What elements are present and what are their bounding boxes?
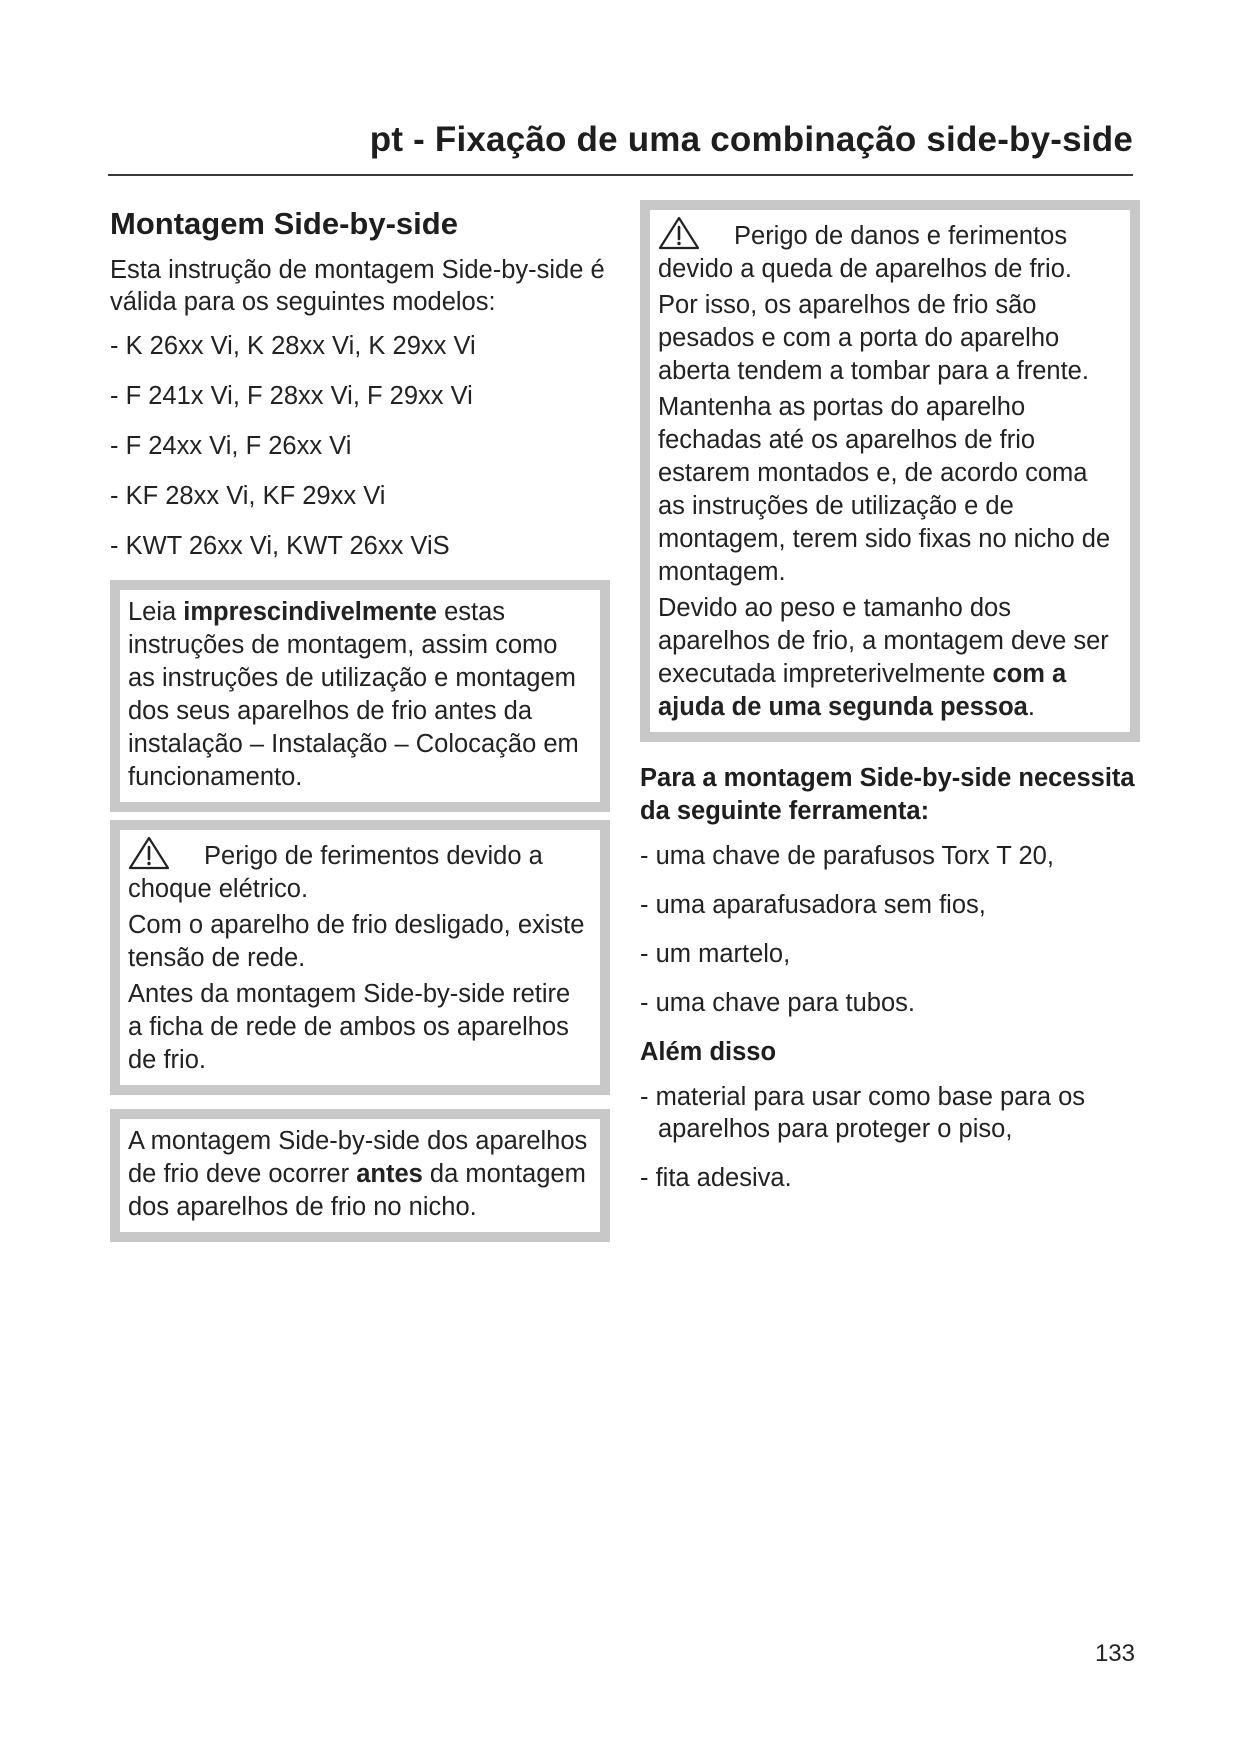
warning-text: Por isso, os aparelhos de frio são pesados e com a porta do aparelho aberta tendem a tombar para a frente.	[658, 291, 1089, 385]
warning-text: Mantenha as portas do aparelho fechadas até os aparelhos de frio estarem montados e, de acordo coma as instruções de utilização e de montagem, terem sido fixas no nicho de montagem.	[658, 393, 1111, 586]
mounting-order-box	[110, 1109, 610, 1242]
left-column	[110, 200, 610, 1242]
electric-shock-warning-box	[110, 820, 610, 1095]
tool-item: - uma aparafusadora sem fios,	[640, 891, 986, 919]
model-item: - F 24xx Vi, F 26xx Vi	[110, 432, 352, 460]
warning-title: Perigo de danos e ferimentos devido a queda de aparelhos de frio.	[658, 216, 1120, 286]
mounting-order-text: A montagem Side-by-side dos aparelhos de frio deve ocorrer antes da montagem dos aparelhos de frio no nicho.	[128, 1127, 588, 1221]
warning-triangle-icon	[658, 216, 700, 250]
page-number: 133	[1094, 1640, 1135, 1667]
right-column	[640, 200, 1140, 1211]
tool-item: - uma chave de parafusos Torx T 20,	[640, 842, 1054, 870]
read-instructions-text: Leia imprescindivelmente estas instruções de montagem, assim como as instruções de utilização e montagem dos seus aparelhos de frio antes da instalação – Instalação – Colocação em funcionamento.	[128, 598, 579, 791]
model-list	[110, 330, 610, 562]
extra-item: - material para usar como base para os aparelhos para proteger o piso,	[640, 1083, 1086, 1143]
warning-triangle-icon	[128, 836, 170, 870]
extras-list	[640, 1081, 1140, 1194]
warning-text: Devido ao peso e tamanho dos aparelhos de frio, a montagem deve ser executada impreterivelmente com a ajuda de uma segunda pessoa.	[658, 594, 1109, 721]
warning-title: Perigo de ferimentos devido a choque elétrico.	[128, 836, 590, 906]
warning-text: Antes da montagem Side-by-side retire a ficha de rede de ambos os aparelhos de frio.	[128, 980, 571, 1074]
tools-heading: Para a montagem Side-by-side necessita da seguinte ferramenta:	[640, 764, 1135, 825]
model-item: - KWT 26xx Vi, KWT 26xx ViS	[110, 532, 450, 560]
emphasis: com a ajuda de uma segunda pessoa	[658, 660, 1067, 721]
extras-heading: Além disso	[640, 1038, 777, 1066]
falling-danger-warning-box	[640, 200, 1140, 742]
model-item: - KF 28xx Vi, KF 29xx Vi	[110, 482, 386, 510]
tool-item: - um martelo,	[640, 940, 791, 968]
emphasis: antes	[356, 1160, 423, 1188]
intro-text: Esta instrução de montagem Side-by-side é válida para os seguintes modelos:	[110, 256, 605, 316]
page-title: pt - Fixação de uma combinação side-by-side	[369, 120, 1133, 159]
emphasis: imprescindivelmente	[183, 598, 437, 626]
model-item: - K 26xx Vi, K 28xx Vi, K 29xx Vi	[110, 332, 476, 360]
model-item: - F 241x Vi, F 28xx Vi, F 29xx Vi	[110, 382, 473, 410]
page-header	[108, 112, 1133, 176]
read-instructions-box	[110, 580, 610, 812]
extra-item: - fita adesiva.	[640, 1164, 792, 1192]
section-heading: Montagem Side-by-side	[110, 206, 458, 241]
tool-list	[640, 840, 1140, 1019]
tool-item: - uma chave para tubos.	[640, 989, 915, 1017]
warning-text: Com o aparelho de frio desligado, existe tensão de rede.	[128, 911, 585, 972]
